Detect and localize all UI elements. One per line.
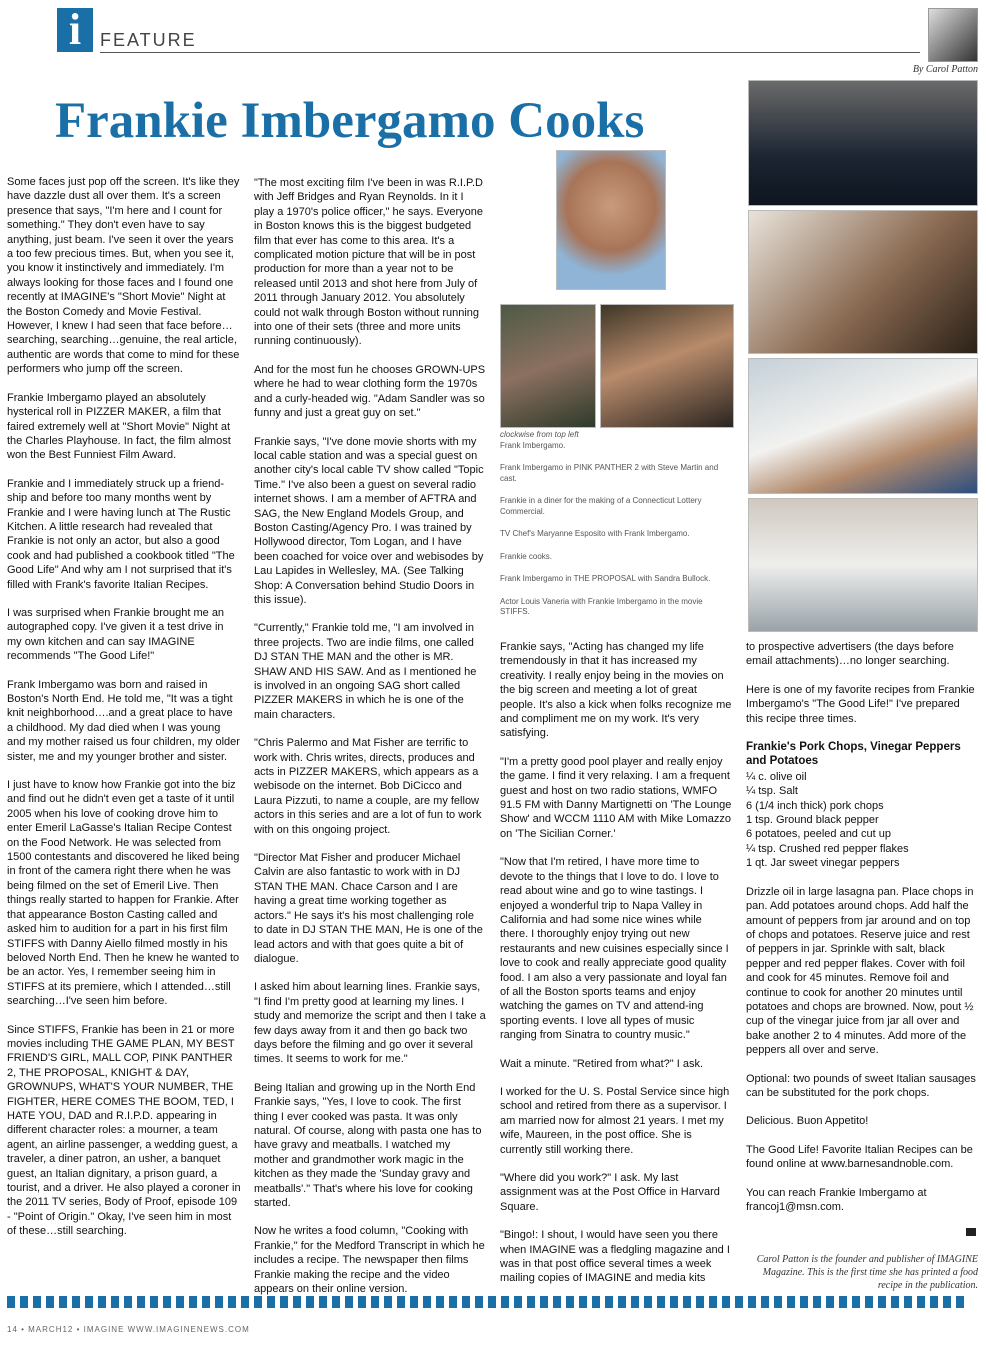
footer-dash <box>735 1296 743 1308</box>
footer-dash <box>46 1296 54 1308</box>
recipe-closing: Delicious. Buon Appetito! <box>746 1115 869 1128</box>
footer-dash <box>566 1296 574 1308</box>
footer-dash <box>852 1296 860 1308</box>
footer-dash <box>280 1296 288 1308</box>
paragraph: "The most exciting film I've been in was R.I.P.D with Jeff Bridges and Ryan Reynolds. In it I play a 1970's police officer," he says. Everyone in Boston knows this is the biggest budgeted film that ever has come to this area. It's a complicated motion picture that will be in post production for more than a year not to be released until 2013 and shot here from July of 2011 through January 2012. You absolutely could not walk through Boston without running into one of their sets (three and more units running continuously). <box>254 177 483 348</box>
footer-dash <box>98 1296 106 1308</box>
recipe-directions: Drizzle oil in large lasagna pan. Place chops in pan. Add potatoes around chops. Add half the amount of peppers from jar around and on top of chops and potatoes. Reserve juice and rest of peppers in jar. Sprinkle with salt, black pepper and red pepper flakes. Cover with foil and cook for 45 minutes. Remove foil and continue to cook for another 20 minutes until potatoes and chops are browned. Now, pout ½ cup of the vinegar juice from jar all over and bake another 2 to 4 minutes. Add more of the peppers all over and serve. <box>746 885 974 1057</box>
paragraph: And for the most fun he chooses GROWN-UPS where he had to wear clothing form the 1970s and a curly-headed wig. "Adam Sandler was so funny and just a great guy on set." <box>254 363 486 420</box>
frankie-cooks-photo <box>748 498 978 632</box>
paragraph: Frankie Imbergamo played an absolutely hysterical roll in PIZZER MAKER, a film that faired extremely well at "Short Movie" Night at the Charles Playhouse. In fact, the film almost won the Best Funniest Film Award. <box>7 391 231 462</box>
footer-dash <box>501 1296 509 1308</box>
diner-photo <box>748 210 978 354</box>
footer-dash <box>7 1296 15 1308</box>
footer-dash <box>111 1296 119 1308</box>
caption: Frank Imbergamo in PINK PANTHER 2 with Steve Martin and cast. <box>500 463 719 483</box>
footer-dash <box>865 1296 873 1308</box>
footer-dash <box>527 1296 535 1308</box>
footer-dash <box>800 1296 808 1308</box>
footer-dash <box>150 1296 158 1308</box>
paragraph: Wait a minute. "Retired from what?" I ask. <box>500 1057 704 1070</box>
author-bio: Carol Patton is the founder and publisher of IMAGINE Magazine. This is the first time she has printed a food recipe in the publication. <box>756 1253 978 1291</box>
footer-dash <box>59 1296 67 1308</box>
footer-dash <box>462 1296 470 1308</box>
pink-panther-photo <box>748 80 978 206</box>
footer-dash <box>748 1296 756 1308</box>
footer-dash <box>358 1296 366 1308</box>
paragraph: "Director Mat Fisher and producer Michael Calvin are also fantastic to work with in DJ STAN THE MAN. Chace Carson and I are having a great time working together as actors." He says it's his most challenging role to date in DJ STAN THE MAN, He is one of the lead actors and with that goes quite a bit of dialogue. <box>254 852 483 965</box>
footer-dash <box>683 1296 691 1308</box>
footer-dash <box>189 1296 197 1308</box>
footer-dash <box>943 1296 951 1308</box>
footer-dash <box>917 1296 925 1308</box>
list-item: ¼ tsp. Crushed red pepper flakes <box>746 842 909 855</box>
end-mark-icon <box>966 1228 976 1236</box>
footer-dash <box>254 1296 262 1308</box>
footer-dash <box>371 1296 379 1308</box>
author-photo <box>928 8 978 62</box>
footer-dash <box>436 1296 444 1308</box>
stiffs-photo <box>600 304 734 428</box>
proposal-photo <box>500 304 596 428</box>
footer-dash <box>267 1296 275 1308</box>
paragraph: Frankie and I immediately struck up a friend-ship and before too many months went by Frankie and I were having lunch at The Rustic Kitchen. A little research had revealed that Frankie is not only an actor, but also a good cook and had published a cookbook titled "The Good Life" And why am I not surprised that it's filled with Frank's favorite Italian Recipes. <box>7 477 235 591</box>
article-column-2 <box>254 176 486 1310</box>
footer-dash <box>137 1296 145 1308</box>
footer-dash <box>332 1296 340 1308</box>
footer-dash <box>293 1296 301 1308</box>
footer-dash <box>345 1296 353 1308</box>
footer-dash <box>488 1296 496 1308</box>
footer-dash <box>826 1296 834 1308</box>
list-item: 1 tsp. Ground black pepper <box>746 814 879 827</box>
footer-dash <box>33 1296 41 1308</box>
footer-dash <box>20 1296 28 1308</box>
paragraph: The Good Life! Favorite Italian Recipes can be found online at www.barnesandnoble.com. <box>746 1143 973 1171</box>
paragraph: "Chris Palermo and Mat Fisher are terrific to work with. Chris writes, directs, produces and acts in PIZZER MAKERS, which appears as a webisode on the internet. Bob DiCicco and Laura Pizzuti, to name a couple, are my fellow actors in this series and are a lot of fun to work with on this ongoing project. <box>254 737 482 836</box>
paragraph: I was surprised when Frankie brought me an autographed copy. I've given it a test drive in my own kitchen and can say IMAGINE recommends "The Good Life!" <box>7 606 225 663</box>
footer-dash <box>228 1296 236 1308</box>
footer-dash <box>631 1296 639 1308</box>
article-column-3 <box>500 640 732 1300</box>
byline: By Carol Patton <box>912 64 978 75</box>
list-item: ¼ c. olive oil <box>746 770 807 783</box>
list-item: 6 potatoes, peeled and cut up <box>746 828 891 841</box>
footer-dash <box>722 1296 730 1308</box>
footer-dash <box>657 1296 665 1308</box>
footer-dash <box>540 1296 548 1308</box>
list-item: 1 qt. Jar sweet vinegar peppers <box>746 857 900 870</box>
caption: Actor Louis Vaneria with Frankie Imbergamo in the movie STIFFS. <box>500 596 703 616</box>
footer-dash <box>319 1296 327 1308</box>
paragraph: "Now that I'm retired, I have more time to devote to the things that I love to do. I love to read about wine and go to wine tastings. I enjoyed a wonderful trip to Napa Valley in California and had some nice wines while there. I thoroughly enjoy trying out new restaurants and new cuisines especially since I love to cook and really appreciate good quality food. I am also a very passionate and loyal fan of all the Boston sports teams and enjoy watching the games on TV and attend-ing sporting events. I love all types of music ranging from Sinatra to country music." <box>500 856 729 1042</box>
paragraph: Now he writes a food column, "Cooking with Frankie," for the Medford Transcript in which he includes a recipe. The newspaper then films Frankie making the recipe and the video appears on their online version. <box>254 1225 485 1296</box>
footer-dash <box>306 1296 314 1308</box>
article-title: Frankie Imbergamo Cooks <box>55 93 645 149</box>
caption: TV Chef's Maryanne Esposito with Frank Imbergamo. <box>500 529 690 538</box>
paragraph: Frankie says, "I've done movie shorts with my local cable station and was a special guest on another city's local cable TV show called "Topic Time." I've also been a guest on several radio internet shows. I am a member of AFTRA and SAG, the New England Models Group, and Boston Casting/Agency Pro. I was trained by Hollywood director, Tom Logan, and I have been coached for voice over and webisodes by Lau Lapides in Wellesley, MA. (See Talking Shop: A Conversation behind Studio Doors in this issue). <box>254 435 484 606</box>
recipe-optional: Optional: two pounds of sweet Italian sausages can be substituted for the pork chops. <box>746 1072 976 1099</box>
feature-logo-icon: i <box>57 8 93 52</box>
paragraph: Since STIFFS, Frankie has been in 21 or more movies including THE GAME PLAN, MY BEST FRIEND'S GIRL, MALL COP, PINK PANTHER 2, THE PROPOSAL, KNIGHT & DAY, GROWNUPS, WHAT'S YOUR NUMBER, THE FIGHTER, HERE COMES THE BOOM, TED, I HATE YOU, DAD and R.I.P.D. appearing in different character roles: a mourner, a team agent, an airline passenger, a wedding guest, a traveler, a diner patron, an usher, a banquet guest, an Italian dignitary, a prison guard, a tourist, and a driver. He also played a coroner in the 2011 TV series, Body of Proof, episode 109 - "Point of Origin." Okay, I've seen him in most of these…still searching. <box>7 1023 241 1238</box>
footer-dash <box>85 1296 93 1308</box>
footer-dash <box>475 1296 483 1308</box>
footer-dash <box>215 1296 223 1308</box>
article-column-4 <box>746 640 978 1306</box>
paragraph: Frankie says, "Acting has changed my life tremendously in that it has increased my creativity. I really enjoy being in the movies on the big screen and meeting a lot of great people. It's also a kick when folks recognize me and compliment me on my work. It's very satisfying. <box>500 641 732 740</box>
footer-dash <box>384 1296 392 1308</box>
footer-dash <box>72 1296 80 1308</box>
chef-esposito-photo <box>748 358 978 494</box>
footer-dash <box>618 1296 626 1308</box>
recipe-title: Frankie's Pork Chops, Vinegar Peppers and Potatoes <box>746 741 961 768</box>
paragraph: You can reach Frankie Imbergamo at francoj1@msn.com. <box>746 1186 927 1213</box>
footer-dash <box>956 1296 964 1308</box>
footer-dash <box>397 1296 405 1308</box>
footer-dash <box>813 1296 821 1308</box>
footer-dash <box>878 1296 886 1308</box>
footer-dash <box>124 1296 132 1308</box>
footer-dash <box>423 1296 431 1308</box>
footer-dash <box>774 1296 782 1308</box>
paragraph: Some faces just pop off the screen. It's like they have dazzle dust all over them. It's a screen presence that says, "I'm here and I count for something." They don't even have to say anything, just beam. I've seen it over the years a too few precious times. But, when you see it, you know it instinctively and immediately. I'm always looking for those faces and I found one recently at IMAGINE's "Short Movie" Night at the Boston Comedy and Movie Festival. However, I knew I had seen that face before…searching, searching…genuine, the real article, authentic are words that come to mind for these performers who jump off the screen. <box>7 176 240 376</box>
list-item: ¼ tsp. Salt <box>746 785 798 798</box>
list-item: 6 (1/4 inch thick) pork chops <box>746 799 884 812</box>
paragraph: to prospective advertisers (the days before email attachments)…no longer searching. <box>746 641 954 668</box>
header-rule <box>100 52 920 53</box>
ingredient-list <box>746 770 978 871</box>
caption: Frank Imbergamo. <box>500 440 566 450</box>
paragraph: I worked for the U. S. Postal Service since high school and retired from there as a supervisor. I am married now for almost 21 years. I met my wife, Maureen, in the post office. She is currently still working there. <box>500 1085 730 1156</box>
paragraph: Here is one of my favorite recipes from Frankie Imbergamo's "The Good Life!" I've prepared this recipe three times. <box>746 683 975 725</box>
footer-dash <box>709 1296 717 1308</box>
footer-dash <box>787 1296 795 1308</box>
footer-dash <box>176 1296 184 1308</box>
paragraph: I asked him about learning lines. Frankie says, "I find I'm pretty good at learning my lines. I study and memorize the script and then I take a few days away from it and then go back two days before the filming and go over it several times. It seems to work for me." <box>254 981 486 1066</box>
footer-dash <box>579 1296 587 1308</box>
footer-text: 14 • MARCH12 • IMAGINE WWW.IMAGINENEWS.COM <box>7 1325 250 1334</box>
paragraph: Being Italian and growing up in the North End Frankie says, "Yes, I love to cook. The first thing I ever cooked was pasta. It was only natural. Of course, along with pasta one has to have gravy and meatballs. I watched my mother and grandmother work magic in the kitchen as they made the 'Sunday gravy and meatballs'." That's where his love for cooking started. <box>254 1081 482 1209</box>
end-mark <box>746 1228 978 1252</box>
paragraph: "Currently," Frankie told me, "I am involved in three projects. Two are indie films, one called DJ STAN THE MAN and the other is MR. SHAW AND HIS SAW. And as I mentioned he is involved in an ongoing SAG short called PIZZER MAKERS in which he is one of the main characters. <box>254 622 477 721</box>
paragraph: Frank Imbergamo was born and raised in Boston's North End. He told me, "It was a tight knit neighborhood….and a great place to have a childhood. My dad died when I was young and my mother raised us four children, my older sister, me and my younger brother and sister. <box>7 678 240 763</box>
paragraph: "I'm a pretty good pool player and really enjoy the game. I find it very relaxing. I am a frequent guest and host on two radio stations, WMFO 91.5 FM with Danny Martignetti on 'The Lounge Show' and WCCM 1110 AM with Mike Lomazzo on 'The Sicilian Corner.' <box>500 755 732 840</box>
footer-dash <box>605 1296 613 1308</box>
footer-dash <box>891 1296 899 1308</box>
footer-dash <box>410 1296 418 1308</box>
caption: Frank Imbergamo in THE PROPOSAL with Sandra Bullock. <box>500 574 711 583</box>
footer-dash <box>696 1296 704 1308</box>
caption: Frankie cooks. <box>500 551 553 561</box>
footer-dash <box>449 1296 457 1308</box>
photo-captions <box>500 430 732 630</box>
caption: Frankie in a diner for the making of a Connecticut Lottery Commercial. <box>500 496 702 516</box>
footer-dash <box>839 1296 847 1308</box>
footer-dash <box>904 1296 912 1308</box>
footer-dash <box>761 1296 769 1308</box>
footer-dash <box>163 1296 171 1308</box>
frank-portrait-photo <box>556 150 666 290</box>
footer-dash <box>644 1296 652 1308</box>
footer-dash <box>202 1296 210 1308</box>
footer-dash <box>592 1296 600 1308</box>
footer-dash-bar <box>7 1296 979 1308</box>
footer-dash <box>514 1296 522 1308</box>
footer-dash <box>241 1296 249 1308</box>
footer-dash <box>553 1296 561 1308</box>
paragraph: "Where did you work?" I ask. My last assignment was at the Post Office in Harvard Square. <box>500 1172 720 1213</box>
paragraph: "Bingo!: I shout, I would have seen you there when IMAGINE was a fledgling magazine and I was in that post office several times a week mailing copies of IMAGINE and media kits <box>500 1229 730 1285</box>
article-column-1 <box>7 175 241 1253</box>
caption-heading: clockwise from top left <box>500 430 579 439</box>
footer-dash <box>670 1296 678 1308</box>
paragraph: I just have to know how Frankie got into the biz and find out he didn't even get a taste of it until 2005 when his love of cooking drove him to enter Emeril LaGasse's Italian Recipe Contest on the Food Network. He was selected from 1500 contestants and discovered he liked being in front of the camera right there when he was being filmed on the set of Emeril Live. Then things really started to happen for Frankie. After that appearance Boston Casting called and asked him to audition for a part in his first film STIFFS with Danny Aiello filmed mostly in his beloved North End. Then he knew he wanted to be an actor. Yes, I remember seeing him in STIFFS at its premiere, which I attended…still searching…I've seen him before. <box>7 779 240 1008</box>
footer-dash <box>930 1296 938 1308</box>
section-label: FEATURE <box>100 30 197 50</box>
